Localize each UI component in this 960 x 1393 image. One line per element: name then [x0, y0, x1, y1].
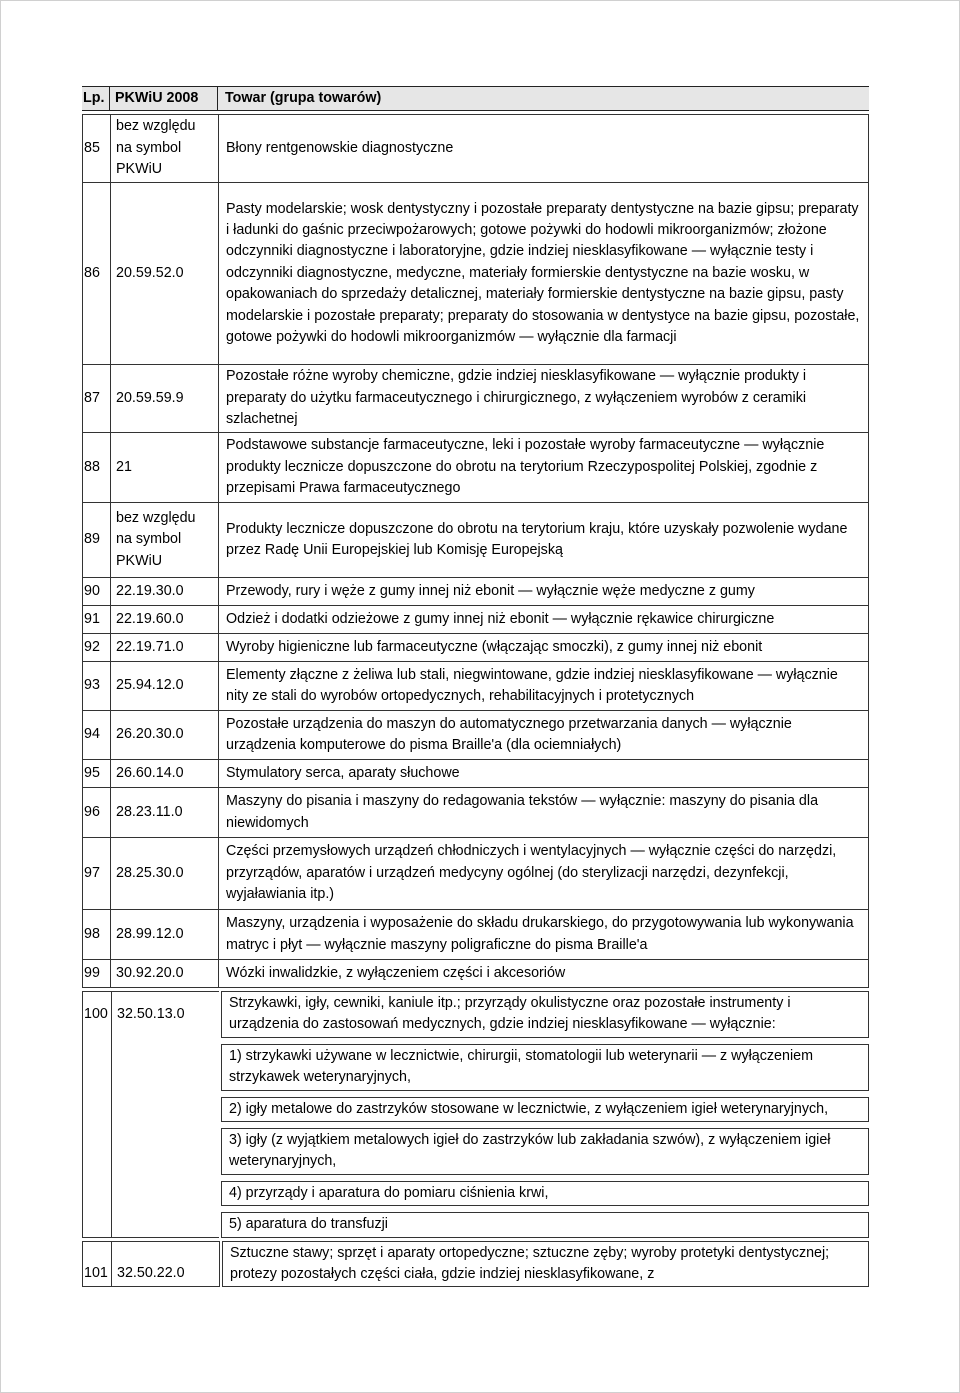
- row-lp: 88: [82, 433, 110, 503]
- sub-item: 4) przyrządy i aparatura do pomiaru ciśnienia krwi,: [221, 1181, 869, 1206]
- row-lp: 89: [82, 503, 110, 578]
- row-pkwiu: 22.19.60.0: [110, 606, 218, 634]
- table-header: [82, 86, 869, 111]
- row-pkwiu: 25.94.12.0: [110, 662, 218, 711]
- row-pkwiu: 32.50.13.0: [111, 992, 219, 1237]
- row-desc: Błony rentgenowskie diagnostyczne: [218, 114, 869, 183]
- row-pkwiu: 22.19.30.0: [110, 578, 218, 606]
- row-pkwiu: 20.59.59.9: [110, 365, 218, 433]
- row-pkwiu: 20.59.52.0: [110, 183, 218, 365]
- row-desc: Elementy złączne z żeliwa lub stali, niegwintowane, gdzie indziej niesklasyfikowane — wyłącznie nity ze stali do wyrobów ortopedycznych, rehabilitacyjnych i protetycznych: [218, 662, 869, 711]
- row-lp: 90: [82, 578, 110, 606]
- row-pkwiu: 28.25.30.0: [110, 838, 218, 910]
- row-pkwiu: 21: [110, 433, 218, 503]
- row-lp: 99: [82, 960, 110, 988]
- row-lp: 93: [82, 662, 110, 711]
- sub-item: 1) strzykawki używane w lecznictwie, chirurgii, stomatologii lub weterynarii — z wyłączeniem strzykawek weterynaryjnych,: [221, 1044, 869, 1091]
- header-lp: Lp.: [82, 86, 110, 111]
- table-row: [82, 365, 869, 433]
- row-desc: Wyroby higieniczne lub farmaceutyczne (włączając smoczki), z gumy innej niż ebonit: [218, 634, 869, 662]
- row-desc: Maszyny, urządzenia i wyposażenie do składu drukarskiego, do przygotowywania lub wykonywania matryc i płyt — wyłącznie maszyny poligraficzne do pisma Braille'a: [218, 910, 869, 960]
- table-row: [82, 711, 869, 760]
- row-desc: Odzież i dodatki odzieżowe z gumy innej niż ebonit — wyłącznie rękawice chirurgiczne: [218, 606, 869, 634]
- row-desc: Pozostałe urządzenia do maszyn do automatycznego przetwarzania danych — wyłącznie urządzenia komputerowe do pisma Braille'a (dla ociemniałych): [218, 711, 869, 760]
- row-lp: 86: [82, 183, 110, 365]
- table-row: [82, 760, 869, 788]
- row-desc: Sztuczne stawy; sprzęt i aparaty ortopedyczne; sztuczne zęby; wyroby protetyki dentystycznej; protezy pozostałych części ciała, gdzie indziej niesklasyfikowane, z: [222, 1241, 869, 1288]
- row-lp: 95: [82, 760, 110, 788]
- header-towar: Towar (grupa towarów): [218, 86, 869, 111]
- row-desc: Strzykawki, igły, cewniki, kaniule itp.; przyrządy okulistyczne oraz pozostałe instrumenty i urządzenia do zastosowań medycznych, gdzie indziej niesklasyfikowane — wyłącznie:: [221, 991, 869, 1038]
- row-lp: 94: [82, 711, 110, 760]
- row-desc: Przewody, rury i węże z gumy innej niż ebonit — wyłącznie węże medyczne z gumy: [218, 578, 869, 606]
- row-pkwiu: 32.50.22.0: [111, 1242, 219, 1287]
- row-lp: 97: [82, 838, 110, 910]
- table-row-101: [82, 1241, 869, 1288]
- row-pkwiu: 26.60.14.0: [110, 760, 218, 788]
- table-row: [82, 662, 869, 711]
- row-lp: 96: [82, 788, 110, 838]
- goods-table: [82, 86, 869, 1287]
- sub-item: 5) aparatura do transfuzji: [221, 1212, 869, 1237]
- row-desc: Wózki inwalidzkie, z wyłączeniem części i akcesoriów: [218, 960, 869, 988]
- row-lp: 87: [82, 365, 110, 433]
- row-desc: Części przemysłowych urządzeń chłodniczych i wentylacyjnych — wyłącznie części do narzędzi, przyrządów, aparatów i urządzeń medycyny ogólnej (do sterylizacji narzędzi, dezynfekcji, wyjaławiania itp.): [218, 838, 869, 910]
- header-pkwiu: PKWiU 2008: [110, 86, 218, 111]
- row-lp: 101: [84, 1265, 108, 1282]
- row-pkwiu: 22.19.71.0: [110, 634, 218, 662]
- table-row: [82, 114, 869, 183]
- table-row: [82, 788, 869, 838]
- row-group-85-89: [82, 114, 869, 578]
- row-desc: Pozostałe różne wyroby chemiczne, gdzie indziej niesklasyfikowane — wyłącznie produkty i preparaty do użytku farmaceutycznego i chirurgicznego, z wyłączeniem wyrobów z ceramiki szlachetnej: [218, 365, 869, 433]
- row-100-desc-block: [221, 991, 869, 1238]
- table-row: [82, 606, 869, 634]
- table-row: [82, 838, 869, 910]
- row-pkwiu: 28.23.11.0: [110, 788, 218, 838]
- row-lp: 85: [82, 114, 110, 183]
- table-row: [82, 960, 869, 988]
- row-desc: Produkty lecznicze dopuszczone do obrotu na terytorium kraju, które uzyskały pozwolenie wydane przez Radę Unii Europejskiej lub Komisję Europejską: [218, 503, 869, 578]
- row-101-desc-block: [222, 1241, 869, 1288]
- row-pkwiu: bez względu na symbol PKWiU: [110, 114, 218, 183]
- table-row: [82, 578, 869, 606]
- table-row: [82, 503, 869, 578]
- row-desc: Stymulatory serca, aparaty słuchowe: [218, 760, 869, 788]
- row-lp: 92: [82, 634, 110, 662]
- table-row: [82, 433, 869, 503]
- table-row: [82, 183, 869, 365]
- row-pkwiu: 26.20.30.0: [110, 711, 218, 760]
- sub-item: 3) igły (z wyjątkiem metalowych igieł do zastrzyków lub zakładania szwów), z wyłączeniem igieł weterynaryjnych,: [221, 1128, 869, 1175]
- row-pkwiu: 28.99.12.0: [110, 910, 218, 960]
- sub-item: 2) igły metalowe do zastrzyków stosowane w lecznictwie, z wyłączeniem igieł weterynaryjnych,: [221, 1097, 869, 1122]
- row-group-90-92: [82, 578, 869, 988]
- row-desc: Podstawowe substancje farmaceutyczne, leki i pozostałe wyroby farmaceutyczne — wyłącznie produkty lecznicze dopuszczone do obrotu na terytorium Rzeczypospolitej Polskiej, zgodnie z przepisami Prawa farmaceutycznego: [218, 433, 869, 503]
- row-desc: Maszyny do pisania i maszyny do redagowania tekstów — wyłącznie: maszyny do pisania dla niewidomych: [218, 788, 869, 838]
- row-lp: 98: [82, 910, 110, 960]
- row-pkwiu: bez względu na symbol PKWiU: [110, 503, 218, 578]
- row-desc: Pasty modelarskie; wosk dentystyczny i pozostałe preparaty dentystyczne na bazie gipsu; preparaty i ładunki do gaśnic przeciwpożarowych; gotowe pożywki do hodowli mikroorganizmów; złożone odczynniki diagnostyczne i laboratoryjne, gdzie indziej niesklasyfikowane — wyłącznie testy i odczynniki diagnostyczne, medyczne, materiały formierskie dentystyczne na bazie wosku, w opakowaniach do sprzedaży detalicznej, materiały formierskie dentystyczne na bazie gipsu, pasty modelarskie i pozostałe preparaty; preparaty do stosowania w dentystyce na bazie gipsu, pozostałe, gotowe pożywki do hodowli mikroorganizmów — wyłącznie dla farmacji: [218, 183, 869, 365]
- row-lp: 91: [82, 606, 110, 634]
- row-pkwiu: 30.92.20.0: [110, 960, 218, 988]
- table-row: [82, 910, 869, 960]
- table-row-100: [82, 991, 869, 1238]
- table-row: [82, 634, 869, 662]
- row-lp: 100: [84, 1006, 108, 1022]
